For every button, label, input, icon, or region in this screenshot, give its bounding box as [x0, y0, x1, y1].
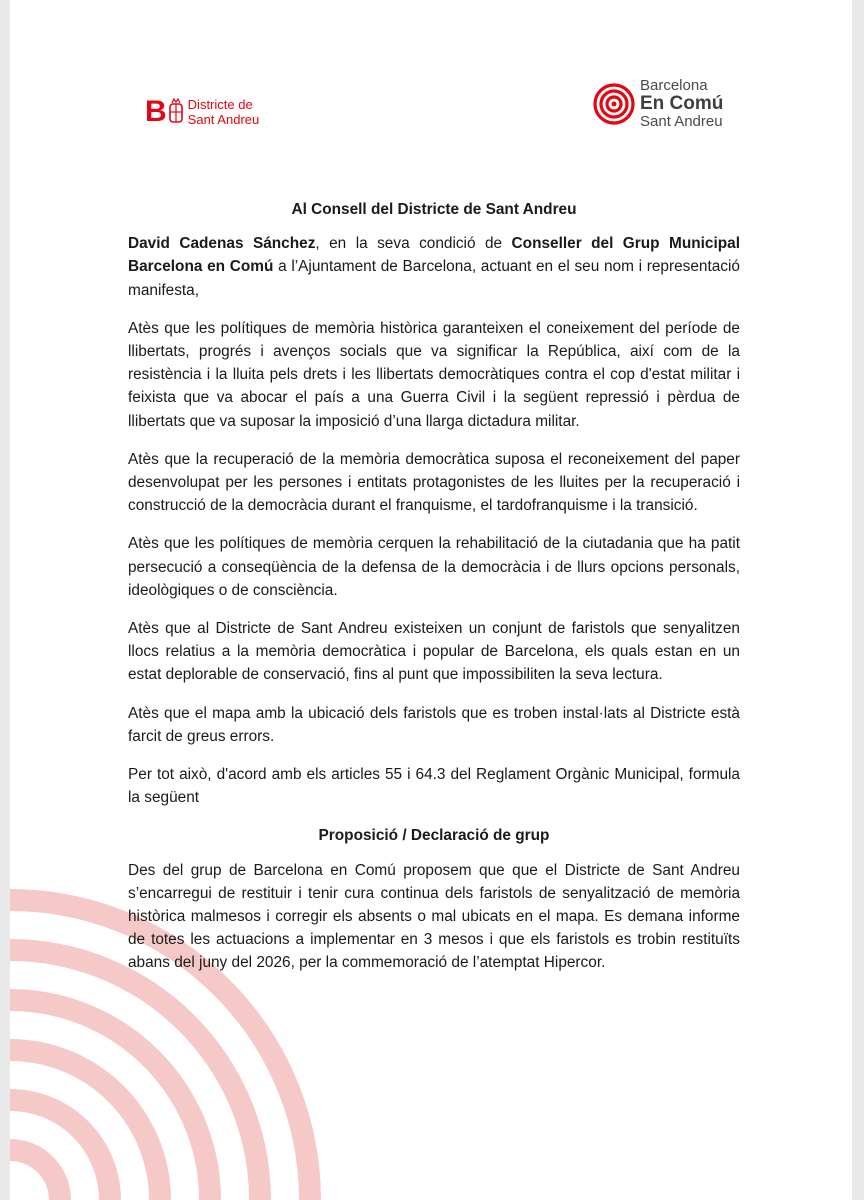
bcomu-logo-line2: En Comú: [640, 93, 724, 114]
district-logo-line1: Districte de: [187, 97, 253, 112]
whereas-paragraph-1: Atès que les polítiques de memòria històrica garanteixen el coneixement del període de llibertats, progrés i avenços socials que va significar la República, així com de la resistència i la lluita pels drets i les llibertats democràtiques contra el cop d'estat militar i feixista que va abocar el país a una Guerra Civil i la següent repressió i pèrdua de llibertats que va suposar la imposició d’una llarga dictadura militar.: [128, 319, 740, 430]
whereas-paragraph-2: Atès que la recuperació de la memòria democràtica suposa el reconeixement del paper desenvolupat per les persones i entitats protagonistes de les lluites per la recuperació i construcció de la democràcia durant el franquisme, el tardofranquisme i la transició.: [128, 450, 740, 515]
bcomu-logo-text: [640, 78, 723, 130]
intro-text-2: a l’Ajuntament de Barcelona, actuant en el seu nom i representació manifesta,: [128, 258, 740, 299]
whereas-paragraph-5: Atès que el mapa amb la ubicació dels faristols que es troben instal·lats al Districte està farcit de greus errors.: [128, 704, 740, 745]
proposal-title: Proposició / Declaració de grup: [318, 827, 550, 845]
document-page: [10, 0, 852, 1200]
proposal-paragraph: Des del grup de Barcelona en Comú proposem que que el Districte de Sant Andreu s’encarregui de restituir i tenir cura continua dels faristols de senyalització de memòria històrica malmesos i corregir els absents o mal ubicats en el mapa. Es demana informe de totes les actuacions a implementar en 3 mesos i que els faristols es trobin restituïts abans del juny del 2026, per la commemoració de l’atemptat Hipercor.: [128, 861, 740, 972]
barcelona-b-icon: B: [145, 95, 167, 128]
intro-paragraph: [128, 232, 740, 302]
district-logo-line2: Sant Andreu: [187, 112, 260, 127]
bcomu-logo: [592, 78, 723, 130]
district-logo-text: [188, 97, 260, 127]
bcomu-circles-icon: [592, 82, 636, 126]
document-title: Al Consell del Districte de Sant Andreu: [291, 201, 577, 218]
document-body: [128, 198, 740, 990]
intro-text-1: , en la seva condició de: [315, 235, 512, 253]
whereas-paragraph-4: Atès que al Districte de Sant Andreu existeixen un conjunt de faristols que senyalitzen llocs relatius a la memòria democràtica i popular de Barcelona, els quals estan en un estat deplorable de conservació, fins al punt que impossibiliten la seva lectura.: [128, 620, 740, 684]
barcelona-shield-icon: [169, 98, 183, 126]
formula-paragraph: Per tot això, d'acord amb els articles 55 i 64.3 del Reglament Orgànic Municipal, formula la següent: [128, 766, 740, 807]
councillor-role: Conseller del Grup Municipal Barcelona en Comú: [128, 235, 740, 276]
bcomu-logo-line1: Barcelona: [640, 77, 708, 94]
bcomu-logo-line3: Sant Andreu: [640, 113, 723, 130]
whereas-paragraph-3: Atès que les polítiques de memòria cerquen la rehabilitació de la ciutadania que ha patit persecució a conseqüència de la defensa de la democràcia i de llurs opcions personals, ideològiques o de consciència.: [128, 535, 740, 599]
councillor-name: David Cadenas Sánchez: [128, 235, 316, 253]
district-logo: [145, 97, 259, 127]
